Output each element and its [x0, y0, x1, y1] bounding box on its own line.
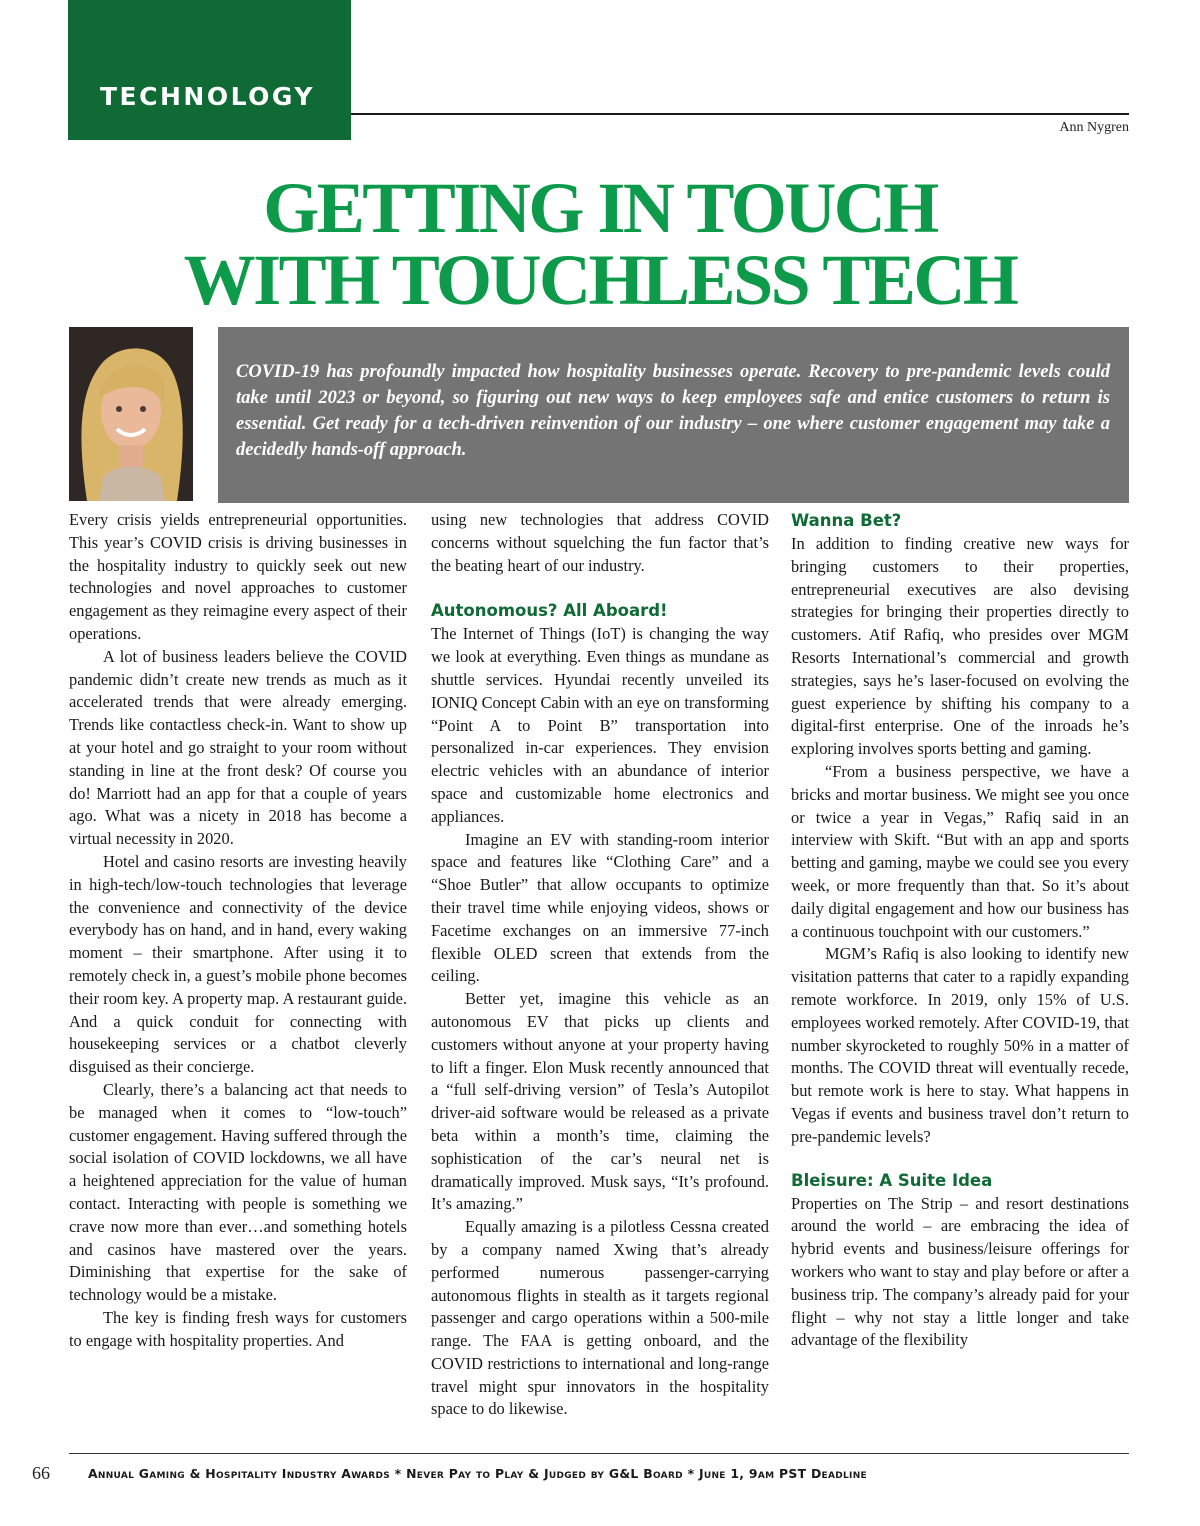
- article-column-2: [431, 509, 769, 1421]
- column-2-paragraph: The Internet of Things (IoT) is changing the way we look at everything. Even things as mundane as shuttle services. Hyundai recently unveiled its IONIQ Concept Cabin with an eye on transforming “Point A to Point B” transportation into personalized in-car experiences. They envision electric vehicles with an abundance of interior space and customizable home electronics and appliances.: [431, 624, 769, 826]
- author-byline: Ann Nygren: [1059, 120, 1129, 135]
- column-3-paragraph: In addition to finding creative new ways for bringing customers to their properties, entrepreneurial executives are also devising strategies for bringing their properties directly to customers. Atif Rafiq, who presides over MGM Resorts International’s commercial and growth strategies, says he’s laser-focused on evolving the guest experience by shifting his company to a digital-first enterprise. One of the inroads he’s exploring involves sports betting and gaming.: [791, 534, 1129, 759]
- article-column-1: [69, 509, 407, 1352]
- column-2-intro: using new technologies that address COVID concerns without squelching the fun factor that’s the beating heart of our industry.: [431, 510, 769, 575]
- column-1-paragraph: Every crisis yields entrepreneurial opportunities. This year’s COVID crisis is driving businesses in the hospitality industry to quickly seek out new technologies and novel approaches to customer engagement as they reimagine every aspect of their operations.: [69, 510, 407, 643]
- header-rule: [351, 113, 1129, 115]
- column-1-paragraph: Hotel and casino resorts are investing heavily in high-tech/low-touch technologies that leverage the convenience and connectivity of the device everybody has on hand, and in hand, every waking moment – their smartphone. After using it to remotely check in, a guest’s mobile phone becomes their room key. A property map. A restaurant guide. And a quick conduit for connecting with housekeeping services or a chatbot cleverly disguised as their concierge.: [69, 851, 407, 1077]
- footer-rule: [69, 1453, 1129, 1454]
- portrait-image: [69, 327, 193, 501]
- article-headline: [0, 168, 1200, 320]
- column-3-paragraph: Properties on The Strip – and resort destinations around the world – are embracing the idea of hybrid events and business/leisure offerings for workers who want to stay and play before or after a business trip. The company’s already paid for your flight – why not stay a little longer and take advantage of the flexibility: [791, 1193, 1129, 1350]
- section-tab: [68, 0, 351, 140]
- column-1-paragraph: A lot of business leaders believe the COVID pandemic didn’t create new trends as much as it accelerated trends that were already emerging. Trends like contactless check-in. Want to show up at your hotel and go straight to your room without standing in line at the front desk? Of course you do! Marriott had an app for that a couple of years ago. What was a nicety in 2018 has become a virtual necessity in 2020.: [69, 646, 407, 849]
- section-label: TECHNOLOGY: [100, 82, 315, 111]
- subheading-wanna-bet: Wanna Bet?: [791, 511, 902, 530]
- subheading-autonomous: Autonomous? All Aboard!: [431, 601, 668, 621]
- column-2-paragraph: Better yet, imagine this vehicle as an autonomous EV that picks up clients and customers without anyone at your property having to lift a finger. Elon Musk recently announced that a “full self-driving version” of Tesla’s Autopilot driver-aid software would be released as a private beta within a month’s time, claiming the sophistication of the car’s neural net is dramatically improved. Musk says, “It’s profound. It’s amazing.”: [431, 989, 769, 1214]
- subheading-bleisure: Bleisure: A Suite Idea: [791, 1170, 993, 1190]
- article-deck: COVID-19 has profoundly impacted how hospitality businesses operate. Recovery to pre-pandemic levels could take until 2023 or beyond, so figuring out new ways to keep employees safe and entice customers to return is essential. Get ready for a tech-driven reinvention of our industry – one where customer engagement may take a decidedly hands-off approach.: [236, 362, 1110, 460]
- article-column-3: [791, 509, 1129, 1352]
- headline-line-2: WITH TOUCHLESS TECH: [183, 240, 1017, 320]
- column-1-paragraph: Clearly, there’s a balancing act that needs to be managed when it comes to “low-touch” customer engagement. Having suffered through the social isolation of COVID lockdowns, we all have a heightened appreciation for the value of human contact. Interacting with people is something we crave now more than ever…and something hotels and casinos have mastered over the years. Diminishing that expertise for the sake of technology would be a mistake.: [69, 1079, 407, 1305]
- footer-banner-text: Annual Gaming & Hospitality Industry Awards * Never Pay to Play & Judged by G&L Board * June 1, 9am PST Deadline: [88, 1466, 867, 1481]
- page-number: 66: [32, 1463, 50, 1483]
- column-2-paragraph: Imagine an EV with standing-room interior space and features like “Clothing Care” and a “Shoe Butler” that allow occupants to optimize their travel time while enjoying videos, shows or Facetime exchanges on an immersive 77-inch flexible OLED screen that extends from the ceiling.: [431, 829, 769, 986]
- column-2-paragraph: Equally amazing is a pilotless Cessna created by a company named Xwing that’s already performed numerous passenger-carrying autonomous flights in stealth as it targets regional passenger and cargo operations within a 500-mile range. The FAA is getting onboard, and the COVID restrictions to international and long-range travel might spur innovators in the hospitality space to do likewise.: [431, 1217, 769, 1419]
- column-3-paragraph: MGM’s Rafiq is also looking to identify new visitation patterns that cater to a rapidly expanding remote workforce. In 2019, only 15% of U.S. employees worked remotely. After COVID-19, that number skyrocketed to roughly 50% in a matter of months. The COVID threat will eventually recede, but remote work is here to stay. What happens in Vegas if events and business travel don’t return to pre-pandemic levels?: [791, 944, 1129, 1146]
- headline-line-1: GETTING IN TOUCH: [263, 168, 937, 248]
- author-portrait: [69, 327, 193, 501]
- column-1-paragraph: The key is finding fresh ways for customers to engage with hospitality properties. And: [69, 1307, 407, 1350]
- column-3-paragraph: “From a business perspective, we have a bricks and mortar business. We might see you once or twice a year in Vegas,” Rafiq said in an interview with Skift. “But with an app and sports betting and gaming, maybe we could see you every week, or more frequently than that. So it’s about daily digital engagement and how our business has a continuous touchpoint with our customers.”: [791, 761, 1129, 941]
